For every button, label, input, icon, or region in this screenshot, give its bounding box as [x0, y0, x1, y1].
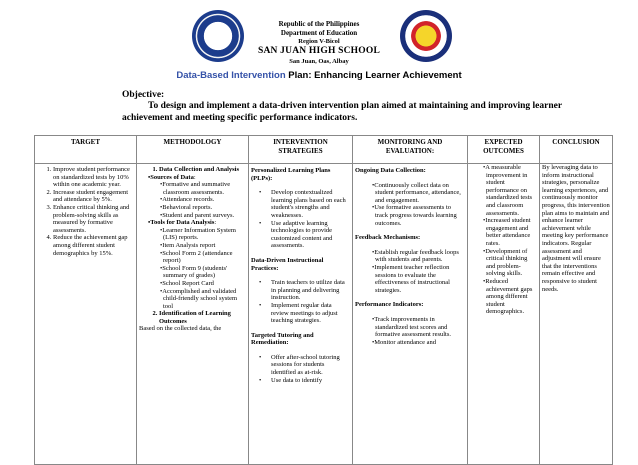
header-monitoring: MONITORING AND EVALUATION:: [353, 136, 468, 164]
document-title: [0, 70, 638, 81]
source-item: • Attendance records.: [139, 196, 246, 204]
outcome-item: • Reduced achievement gaps among different student demographics.: [470, 278, 537, 316]
cell-conclusion: By leveraging data to inform instructional strategies, personalize learning experiences, and continuously monitor progress, this intervention plan aims to maintain and enhance learner achievement while meeting key performance indicators. Regular assessment and adjustment will ensure that the interventions remain effective and responsive to student needs.: [540, 164, 613, 465]
title-highlight: Data-Based Intervention: [176, 70, 286, 81]
header-strategies: INTERVENTION STRATEGIES: [249, 136, 353, 164]
target-item: 2. Increase student engagement and attendance by 5%.: [53, 189, 134, 204]
header-conclusion: CONCLUSION: [540, 136, 613, 164]
source-item: • Formative and summative classroom assessments.: [139, 181, 246, 196]
intervention-table: [34, 135, 613, 465]
tool-item: • School Form 2 (attendance report): [139, 250, 246, 265]
objective-label: Objective:: [122, 90, 165, 100]
monitoring-item: • Establish regular feedback loops with students and parents.: [355, 249, 465, 264]
plp-heading: Personalized Learning Plans (PLPs):: [251, 167, 331, 182]
cell-strategies: [249, 164, 353, 465]
tool-item: • School Form 9 (students' summary of grades): [139, 265, 246, 280]
monitoring-item: • Continuously collect data on student performance, attendance, and engagement.: [355, 182, 465, 205]
strategy-item: • Implement regular data review meetings to adjust teaching strategies.: [251, 302, 350, 325]
cell-methodology: [137, 164, 249, 465]
outcome-item: • Increased student engagement and better attendance rates.: [470, 217, 537, 247]
strategy-item: • Develop contextualized learning plans based on each student's strengths and weaknesses.: [251, 189, 350, 219]
source-item: • Student and parent surveys.: [139, 212, 246, 220]
header-republic: Republic of the Philippines: [278, 20, 360, 28]
target-item: 4. Reduce the achievement gap among different student demographics by 15%.: [53, 234, 134, 257]
monitoring-item: • Implement teacher reflection sessions to evaluate the effectiveness of instructional strategies.: [355, 264, 465, 294]
tool-item: • School Report Card: [139, 280, 246, 288]
ddi-heading: Data-Driven Instructional Practices:: [251, 256, 324, 272]
strategy-item: • Offer after-school tutoring sessions for students identified as at-risk.: [251, 354, 350, 377]
header-address: San Juan, Oas, Albay: [289, 58, 349, 65]
target-item: 3. Enhance critical thinking and problem-solving skills as measured by formative assessments.: [53, 204, 134, 234]
header-methodology: METHODOLOGY: [137, 136, 249, 164]
monitoring-item: • Use formative assessments to track progress towards learning outcomes.: [355, 204, 465, 227]
strategy-item: • Use adaptive learning technologies to provide customized content and assessments.: [251, 220, 350, 250]
monitoring-item: • Monitor attendance and: [355, 339, 465, 347]
feedback-heading: Feedback Mechanisms:: [355, 234, 421, 242]
tools-heading: • Tools for Data Analysis:: [139, 219, 246, 227]
tool-item: • Item Analysis report: [139, 242, 246, 250]
ttr-heading: Targeted Tutoring and Remediation:: [251, 331, 314, 347]
header-department: Department of Education: [280, 29, 358, 37]
strategy-item: • Use data to identify: [251, 377, 350, 385]
objective-text: To design and implement a data-driven intervention plan aimed at maintaining and improving learner achievement and meeting specific performance indicators.: [122, 101, 562, 123]
tool-item: • Accomplished and validated child-friendly school system tool: [139, 288, 246, 311]
outcome-item: • A measurable improvement in student performance on standardized tests and classroom assessments.: [470, 164, 537, 217]
header-school-name: SAN JUAN HIGH SCHOOL: [258, 46, 380, 56]
method-tail-text: Based on the collected data, the: [139, 325, 222, 333]
cell-outcomes: [468, 164, 540, 465]
target-item: 1. Improve student performance on standardized tests by 10% within one academic year.: [53, 166, 134, 189]
header-target: TARGET: [35, 136, 137, 164]
ongoing-data-heading: Ongoing Data Collection:: [355, 167, 426, 174]
header-outcomes: EXPECTED OUTCOMES: [468, 136, 540, 164]
strategy-item: • Train teachers to utilize data in planning and delivering instruction.: [251, 279, 350, 302]
outcome-item: • Development of critical thinking and problem-solving skills.: [470, 248, 537, 278]
cell-target: [35, 164, 137, 465]
method-step-2: 2. Identification of Learning Outcomes: [159, 310, 246, 325]
monitoring-item: • Track improvements in standardized test scores and formative assessment results.: [355, 316, 465, 339]
indicators-heading: Performance Indicators:: [355, 301, 424, 309]
sources-heading: • Sources of Data:: [139, 174, 246, 182]
title-rest: Plan: Enhancing Learner Achievement: [285, 70, 462, 81]
method-step-1: 1. Data Collection and Analysis: [159, 166, 246, 174]
source-item: • Behavioral reports.: [139, 204, 246, 212]
cell-monitoring: [353, 164, 468, 465]
tool-item: • Learner Information System (LIS) reports.: [139, 227, 246, 242]
header-region: Region V-Bicol: [298, 38, 340, 45]
